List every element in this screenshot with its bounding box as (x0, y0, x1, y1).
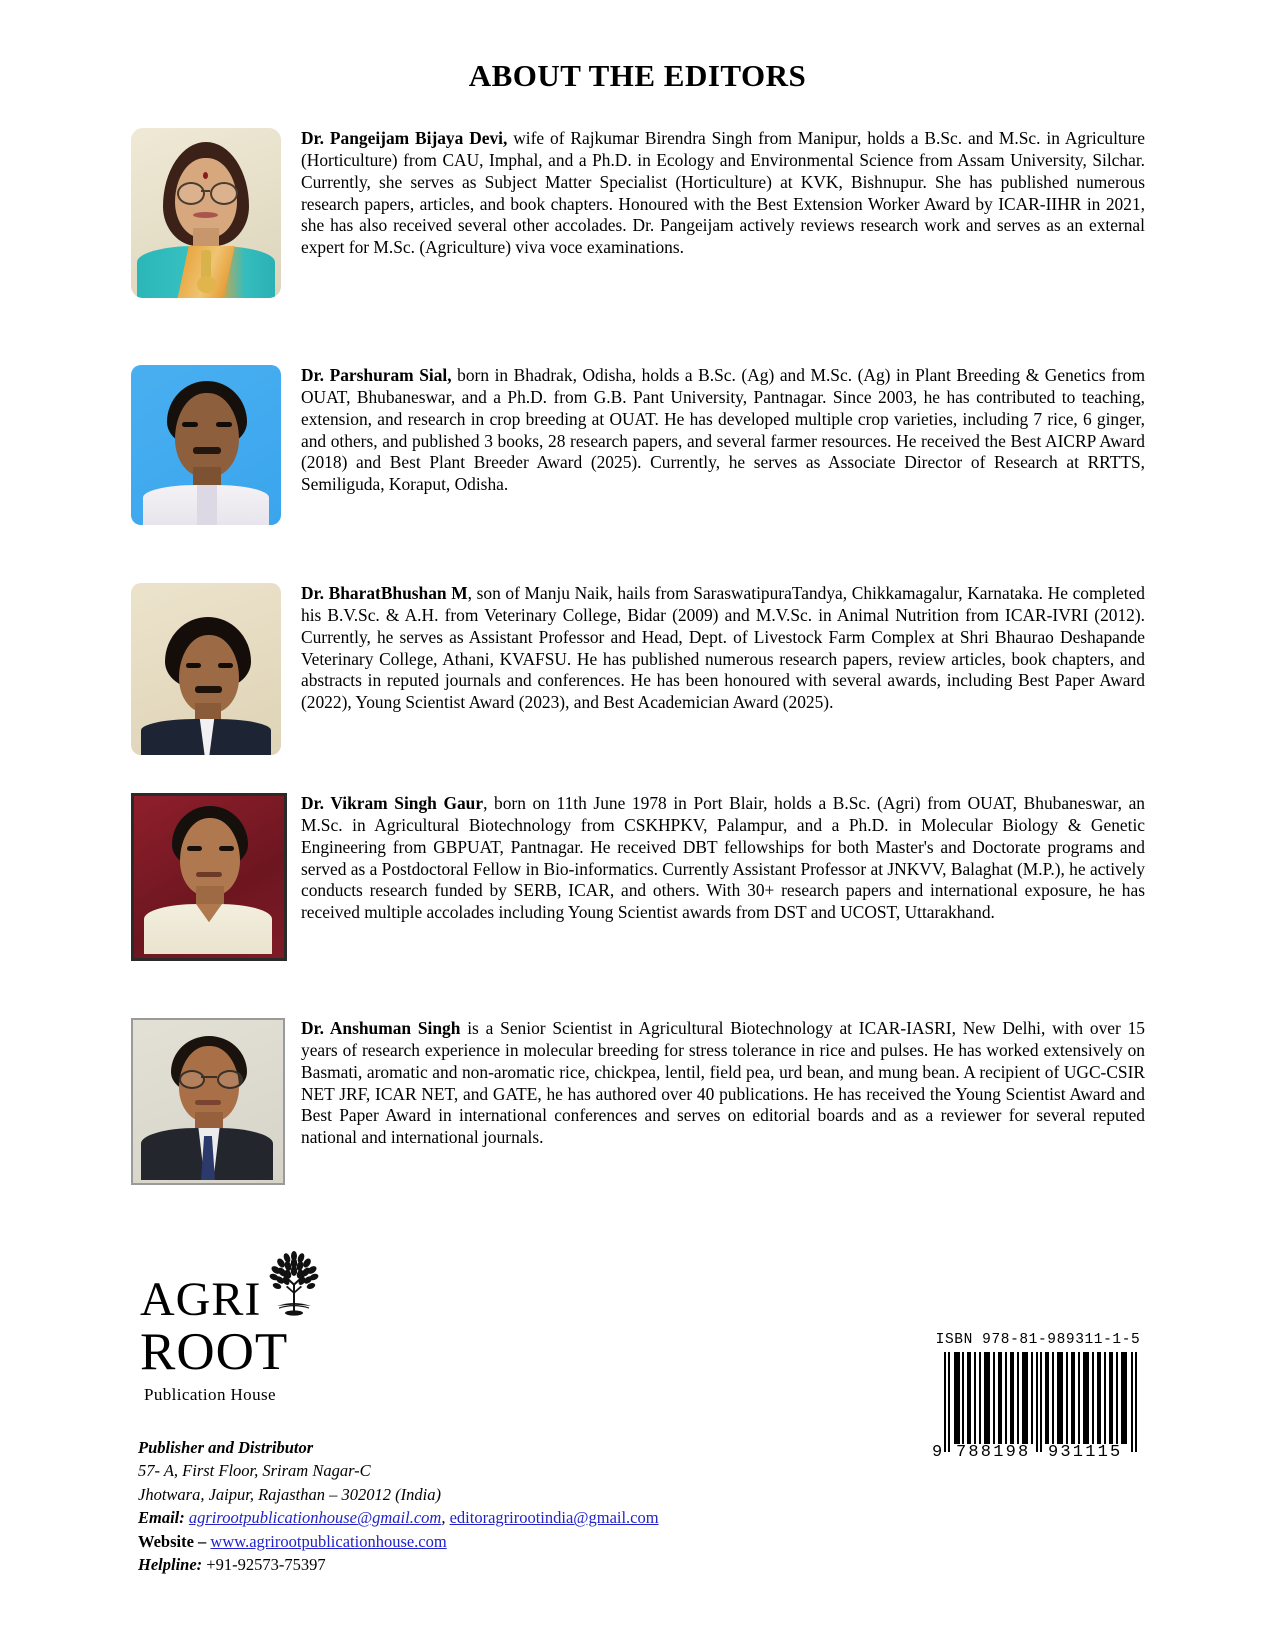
editor-bio-text-3: , son of Manju Naik, hails from SaraswatipuraTandya, Chikkamagalur, Karnataka. He completed his B.V.Sc. & A.H. from Veterinary College, Bidar (2009) and M.V.Sc. in Animal Nutrition from ICAR-IVRI (2012). Currently, he serves as Assistant Professor and Head, Dept. of Livestock Farm Complex at Shri Bhaurao Deshapande Veterinary College, Athani, KVAFSU. He has published numerous research papers, review articles, book chapters, and abstracts in reputed journals and conferences. He has been honoured with several awards, including Best Paper Award (2022), Young Scientist Award (2023), and Best Academician Award (2025). (301, 583, 1145, 713)
editor-entry-1 (131, 128, 1145, 298)
portrait-photo-3 (131, 583, 281, 755)
editor-entry-3 (131, 583, 1145, 755)
publisher-helpline-row (138, 1553, 758, 1576)
editor-bio-2 (281, 365, 1145, 496)
editor-entry-5 (131, 1018, 1145, 1185)
logo-text-agri: AGRI (140, 1272, 262, 1326)
publisher-website-row (138, 1530, 758, 1553)
page-title: ABOUT THE EDITORS (468, 58, 807, 93)
publisher-heading: Publisher and Distributor (138, 1438, 314, 1457)
editor-name-2: Dr. Parshuram Sial, (301, 365, 452, 385)
isbn-block (918, 1332, 1158, 1458)
editor-bio-5 (281, 1018, 1145, 1149)
editor-bio-text-2: born in Bhadrak, Odisha, holds a B.Sc. (Ag) and M.Sc. (Ag) in Plant Breeding & Genetics from OUAT, Bhubaneswar, and a Ph.D. from G.B. Pant University, Pantnagar. Since 2003, he has contributed to teaching, extension, and research in crop breeding at OUAT. He has developed multiple crop varieties, including 7 rice, 6 ginger, and others, and published 3 books, 28 research papers, and several farmer resources. He received the Best AICRP Award (2018) and Best Plant Breeder Award (2025). Currently, he serves as Associate Director of Research at RRTTS, Semiliguda, Koraput, Odisha. (301, 365, 1145, 495)
helpline-label: Helpline: (138, 1555, 203, 1575)
editor-entry-4 (131, 793, 1145, 961)
editor-bio-4 (281, 793, 1145, 924)
barcode-digit-prefix: 9 (932, 1443, 943, 1458)
email-separator: , (441, 1508, 450, 1528)
editor-bio-text-5: is a Senior Scientist in Agricultural Biotechnology at ICAR-IASRI, New Delhi, with over 15 years of research experience in molecular breeding for stress tolerance in rice and pulses. He has worked extensively on Basmati, aromatic and non-aromatic rice, chickpea, lentil, field pea, urd bean, and mung bean. A recipient of UGC-CSIR NET JRF, ICAR NET, and GATE, he has authored over 40 publications. He has received the Young Scientist Award and Best Paper Award in international conferences and serves on editorial boards and as a reviewer for several reputed national and international journals. (301, 1018, 1145, 1148)
portrait-photo-1 (131, 128, 281, 298)
editor-name-3: Dr. BharatBhushan M (301, 583, 468, 603)
barcode-digits-left: 788198 (956, 1443, 1031, 1458)
editor-photo-wrap-3 (131, 583, 281, 755)
publisher-address-line-2: Jhotwara, Jaipur, Rajasthan – 302012 (India) (138, 1484, 441, 1504)
helpline-number: +91-92573-75397 (206, 1555, 326, 1575)
website-link[interactable]: www.agrirootpublicationhouse.com (210, 1531, 447, 1551)
editor-name-5: Dr. Anshuman Singh (301, 1018, 461, 1038)
editor-name-4: Dr. Vikram Singh Gaur (301, 793, 484, 813)
editor-name-1: Dr. Pangeijam Bijaya Devi, (301, 128, 508, 148)
website-label: Website – (138, 1531, 207, 1551)
editor-bio-3 (281, 583, 1145, 714)
email-link-1[interactable]: agrirootpublicationhouse@gmail.com (188, 1508, 442, 1528)
portrait-photo-5 (131, 1018, 285, 1185)
tree-icon (263, 1250, 325, 1319)
editor-bio-1 (281, 128, 1145, 259)
barcode-digits-right: 931115 (1048, 1443, 1123, 1458)
editor-bio-text-4: , born on 11th June 1978 in Port Blair, holds a B.Sc. (Agri) from OUAT, Bhubaneswar, an M.Sc. in Agricultural Biotechnology from CSKHPKV, Palampur, and a Ph.D. in Molecular Biology & Genetic Engineering from GBPUAT, Pantnagar. He received DBT fellowships for both Master's and Doctorate programs and served as a Postdoctoral Fellow in Bio-informatics. Currently Assistant Professor at JNKVV, Balaghat (M.P.), he actively conducts research funded by SERB, ICAR, and others. With 30+ research papers and international exposure, he has received multiple accolades including Young Scientist awards from DST and UCOST, Uttarakhand. (301, 793, 1145, 923)
isbn-text: ISBN 978-81-989311-1-5 (935, 1332, 1141, 1348)
publisher-address-line-1: 57- A, First Floor, Sriram Nagar-C (138, 1461, 371, 1481)
email-label: Email: (138, 1508, 185, 1528)
logo-text-root: ROOT (140, 1323, 289, 1382)
editor-photo-wrap-4 (131, 793, 281, 961)
editor-photo-wrap-2 (131, 365, 281, 525)
logo-subtitle: Publication House (144, 1385, 276, 1405)
ean13-barcode (926, 1352, 1154, 1458)
logo-top-row (140, 1250, 470, 1326)
email-link-2[interactable]: editoragrirootindia@gmail.com (449, 1508, 659, 1528)
portrait-photo-4 (131, 793, 287, 961)
editor-entry-2 (131, 365, 1145, 525)
portrait-photo-2 (131, 365, 281, 525)
publisher-logo (140, 1250, 470, 1405)
editor-bio-text-1: wife of Rajkumar Birendra Singh from Manipur, holds a B.Sc. and M.Sc. in Agriculture (Horticulture) from CAU, Imphal, and a Ph.D. in Ecology and Environmental Science from Assam University, Silchar. Currently, she serves as Subject Matter Specialist (Horticulture) at KVK, Bishnupur. She has published numerous research papers, articles, and book chapters. Honoured with the Best Extension Worker Award by ICAR-IIHR in 2021, she has also received several other accolades. Dr. Pangeijam actively reviews research work and serves as an external expert for M.Sc. (Agriculture) viva voce examinations. (301, 128, 1145, 258)
publisher-email-row (138, 1506, 758, 1529)
editor-photo-wrap-1 (131, 128, 281, 298)
publisher-info (138, 1436, 758, 1577)
editor-photo-wrap-5 (131, 1018, 281, 1185)
